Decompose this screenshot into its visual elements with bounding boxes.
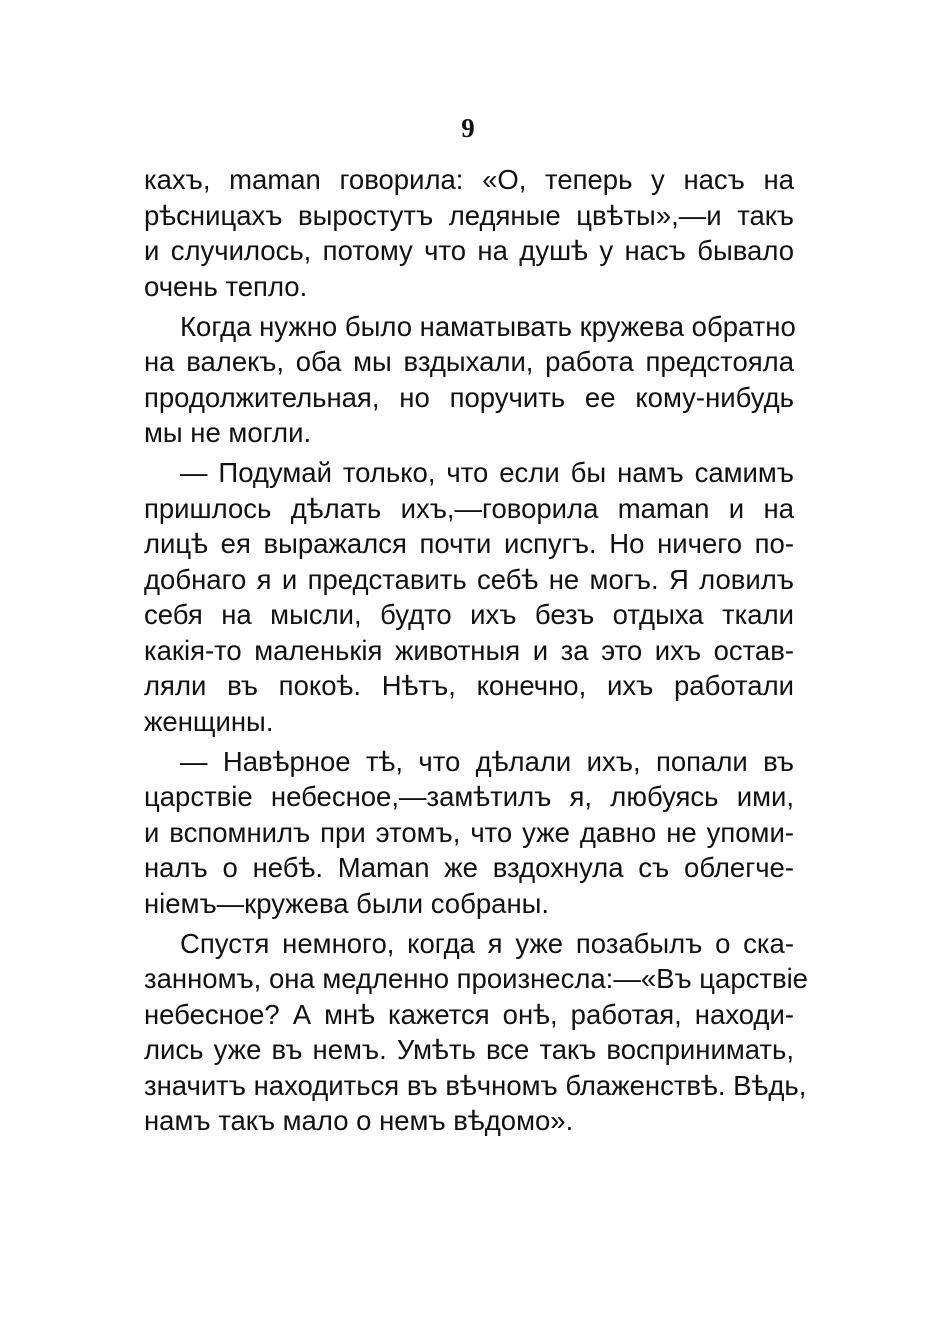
text-line: лицѣ ея выражался почти испугъ. Но ничего по- (144, 528, 794, 559)
text-line: мы не могли. (144, 417, 312, 448)
text-line: Когда нужно было наматывать кружева обратно (180, 310, 796, 342)
page-number: 9 (461, 113, 475, 143)
paragraph-5 (144, 926, 808, 1139)
text-line: очень тепло. (144, 270, 308, 302)
text-line: женщины. (144, 705, 274, 737)
text-line: налъ о небѣ. Maman же вздохнула съ облегче- (144, 852, 794, 883)
paragraph-4 (144, 744, 794, 922)
body-text (144, 162, 808, 1139)
text-line: себя на мысли, будто ихъ безъ отдыха ткали (144, 599, 794, 630)
text-line: рѣсницахъ выростутъ ледяные цвѣты»,—и такъ (144, 199, 794, 231)
text-line: ніемъ—кружева были собраны. (144, 887, 550, 919)
text-line: кахъ, maman говорила: «О, теперь у насъ на (144, 164, 794, 195)
text-line: Спустя немного, когда я уже позабылъ о ска- (180, 927, 794, 959)
text-line: значитъ находиться въ вѣчномъ блаженствѣ. Вѣдь, (144, 1069, 807, 1101)
paragraph-2 (144, 309, 794, 451)
text-line: ляли въ покоѣ. Нѣтъ, конечно, ихъ работали (144, 670, 794, 701)
text-line: намъ такъ мало о немъ вѣдомо». (144, 1105, 574, 1136)
text-line: пришлось дѣлать ихъ,—говорила maman и на (144, 492, 794, 524)
text-line: лись уже въ немъ. Умѣть все такъ воспринимать, (144, 1034, 794, 1065)
text-line: царствіе небесное,—замѣтилъ я, любуясь ими, (144, 781, 794, 812)
text-line: занномъ, она медленно произнесла:—«Въ царствіе (144, 963, 808, 994)
paragraph-1 (144, 162, 794, 304)
text-line: добнаго я и представить себѣ не могъ. Я ловилъ (144, 563, 794, 595)
text-line: и вспомнилъ при этомъ, что уже давно не упоми- (144, 816, 794, 848)
text-line: и случилось, потому что на душѣ у насъ бывало (144, 235, 794, 266)
text-line: небесное? А мнѣ кажется онѣ, работая, находи- (144, 998, 794, 1030)
text-line: на валекъ, оба мы вздыхали, работа предстояла (144, 346, 794, 377)
text-line: — Подумай только, что если бы намъ самимъ (180, 457, 794, 488)
text-line: — Навѣрное тѣ, что дѣлали ихъ, попали въ (180, 745, 794, 777)
text-line: продолжительная, но поручить ее кому-нибудь (144, 381, 794, 413)
paragraph-3 (144, 455, 794, 739)
text-line: какія-то маленькія животныя и за это ихъ остав- (144, 634, 794, 666)
